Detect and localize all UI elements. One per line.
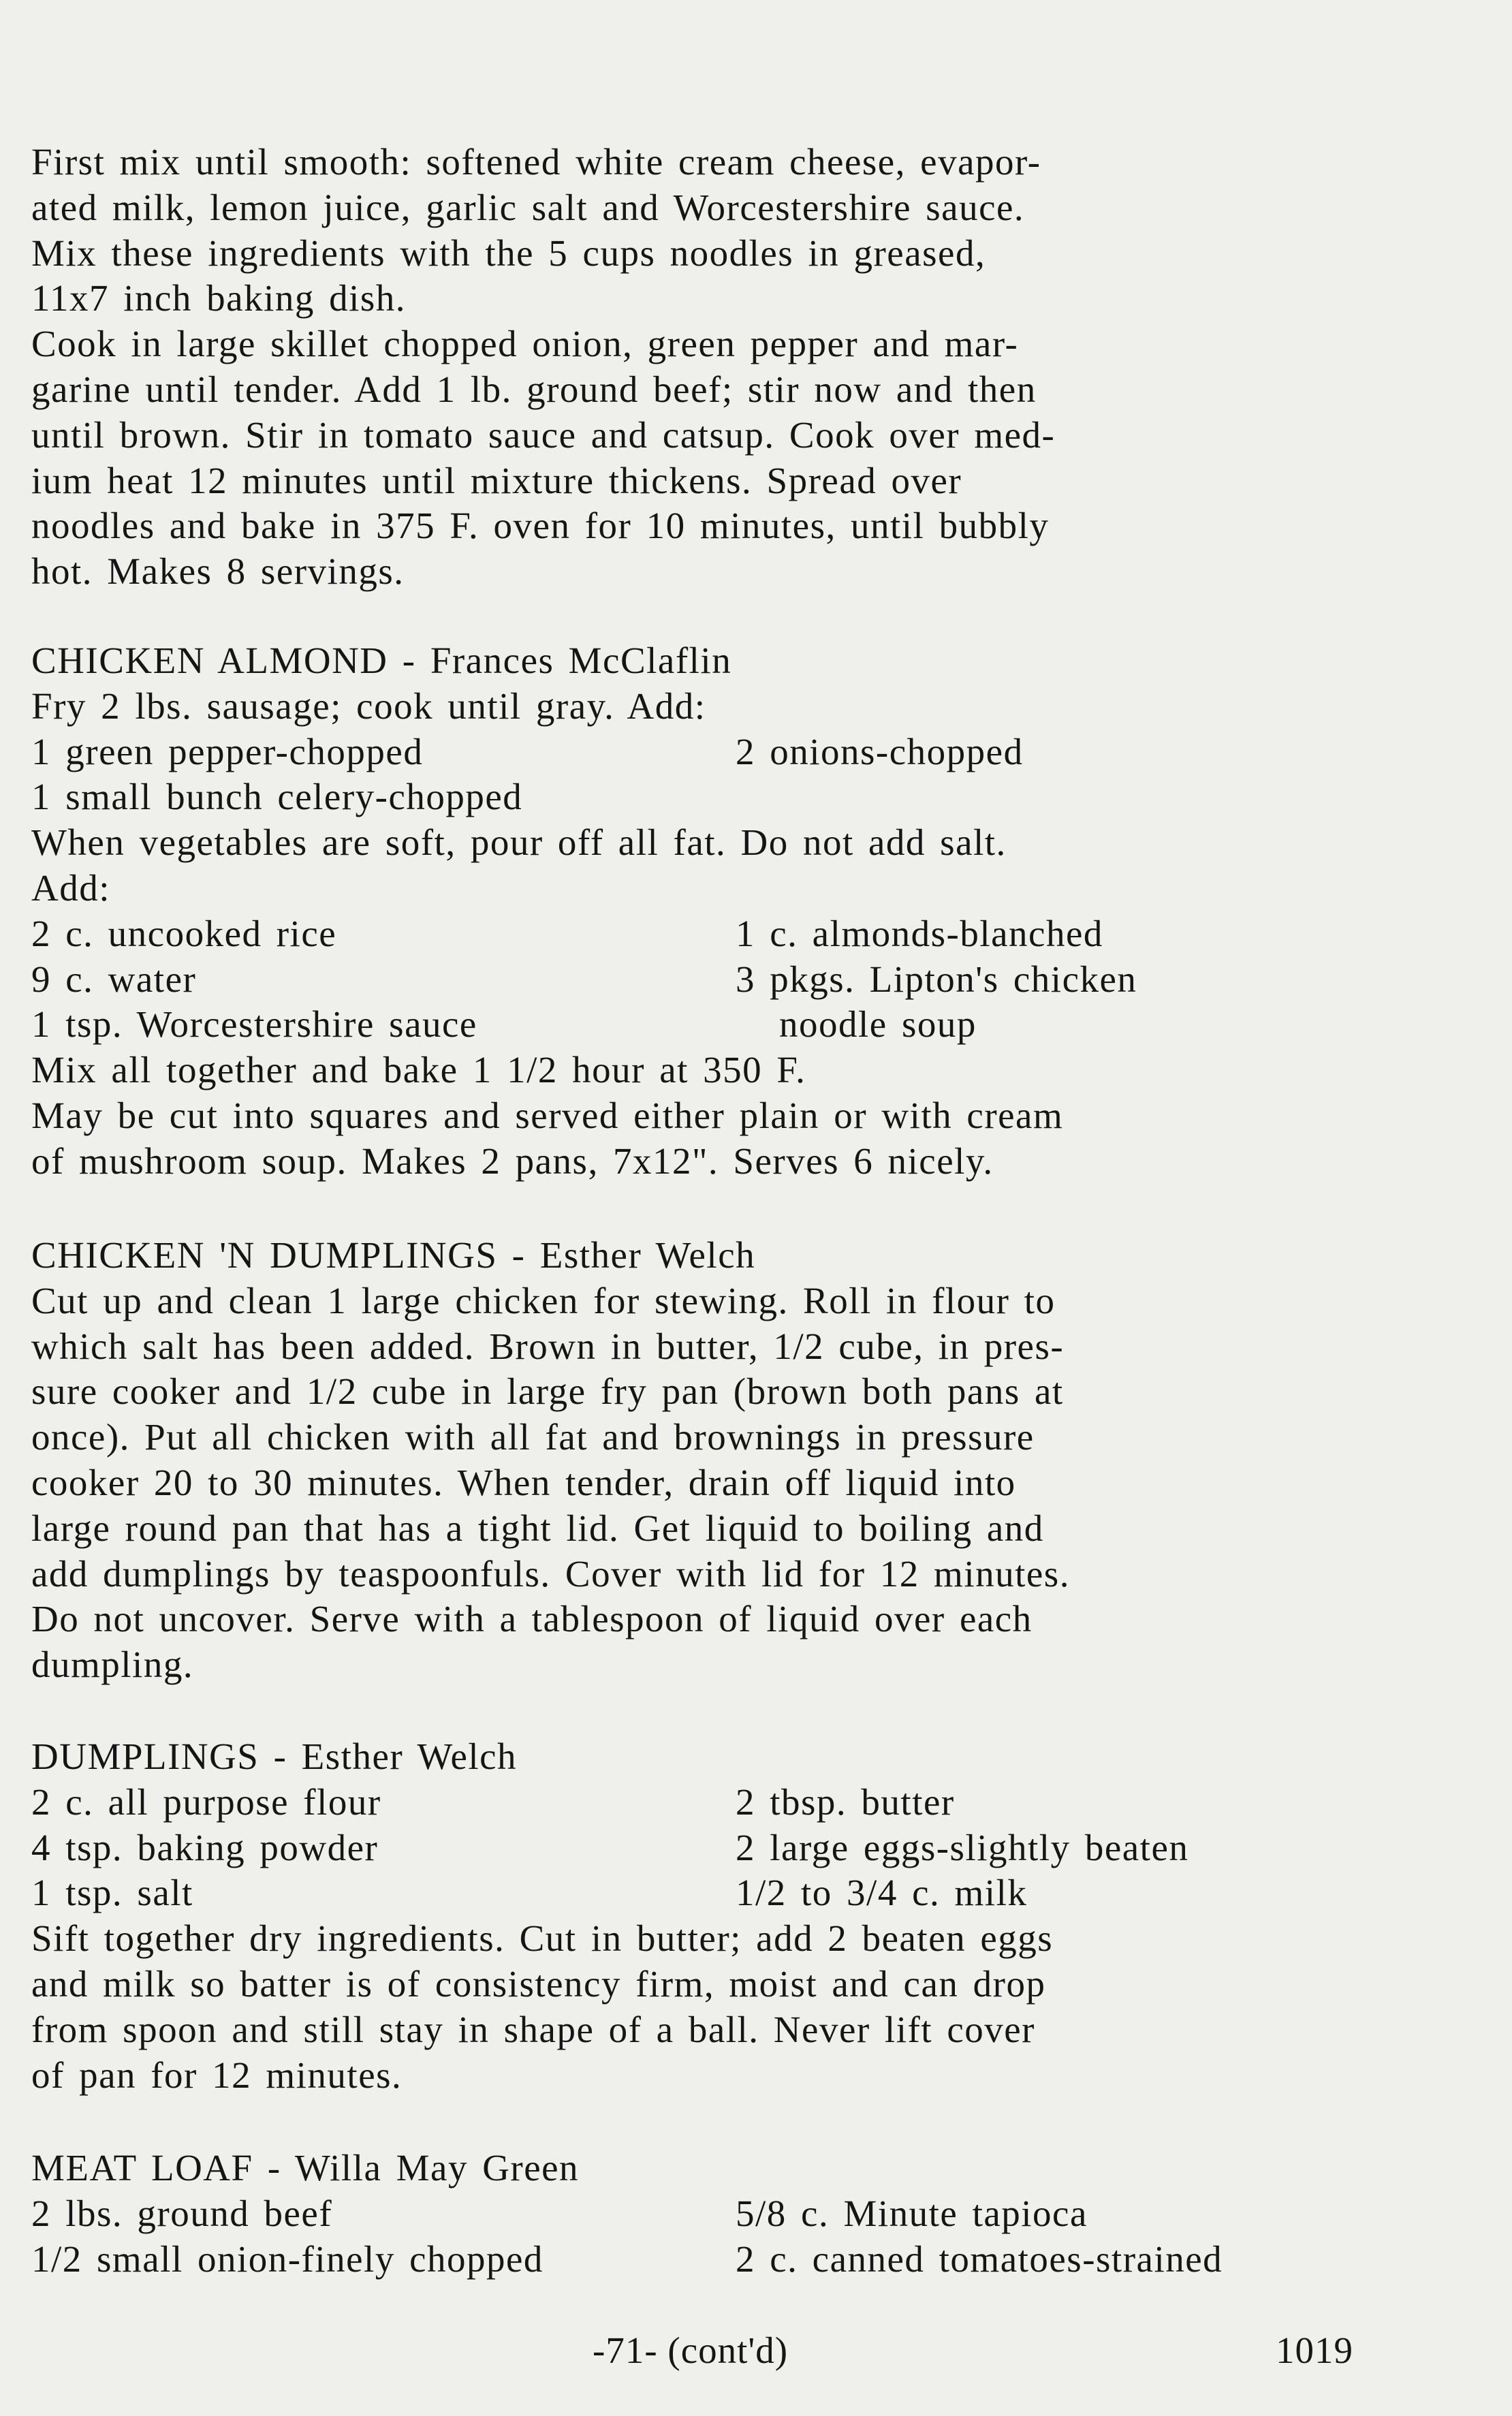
recipe-ingredient-right: 5/8 c. Minute tapioca [736,2192,1088,2234]
recipe-text-line: Sift together dry ingredients. Cut in butter; add 2 beaten eggs [31,1917,1054,1960]
intro-text-line: garine until tender. Add 1 lb. ground beef; stir now and then [31,368,1037,410]
intro-text-line: 11x7 inch baking dish. [31,277,407,319]
recipe-text-line: Add: [31,867,110,909]
recipe-ingredient-right: 1 c. almonds-blanched [736,912,1103,954]
recipe-text-line: 1 small bunch celery-chopped [31,776,523,818]
recipe-text-line: 1/2 small onion-finely chopped [31,2238,544,2280]
recipe-text-line: once). Put all chicken with all fat and brownings in pressure [31,1416,1035,1458]
recipe-title: CHICKEN ALMOND - Frances McClaflin [31,640,732,681]
recipe-ingredient-right: 1/2 to 3/4 c. milk [736,1872,1028,1914]
recipe-ingredient-right: 2 large eggs-slightly beaten [736,1826,1189,1868]
recipe-text-line: cooker 20 to 30 minutes. When tender, drain off liquid into [31,1462,1016,1503]
recipe-title: DUMPLINGS - Esther Welch [31,1736,518,1777]
recipe-text-line: When vegetables are soft, pour off all fat. Do not add salt. [31,821,1007,864]
recipe-text-line: from spoon and still stay in shape of a ball. Never lift cover [31,2008,1035,2050]
recipe-text-line: 2 c. uncooked rice [31,912,337,954]
recipe-text-line: Cut up and clean 1 large chicken for stewing. Roll in flour to [31,1279,1056,1321]
recipe-text-line: Mix all together and bake 1 1/2 hour at 350 F. [31,1049,806,1091]
recipe-title: CHICKEN 'N DUMPLINGS - Esther Welch [31,1234,756,1276]
recipe-ingredient-right: noodle soup [779,1003,977,1046]
intro-text-line: hot. Makes 8 servings. [31,550,405,593]
recipe-text-line: Fry 2 lbs. sausage; cook until gray. Add: [31,685,706,727]
intro-text-line: until brown. Stir in tomato sauce and catsup. Cook over med- [31,413,1056,456]
page-code: 1019 [1276,2329,1353,2371]
intro-text-line: Cook in large skillet chopped onion, green pepper and mar- [31,323,1019,365]
recipe-ingredient-right: 3 pkgs. Lipton's chicken [736,958,1137,1000]
intro-text-line: ium heat 12 minutes until mixture thickens. Spread over [31,459,962,501]
recipe-text-line: 9 c. water [31,958,197,1000]
recipe-text-line: of pan for 12 minutes. [31,2054,403,2096]
intro-text-line: First mix until smooth: softened white cream cheese, evapor- [31,141,1041,183]
recipe-text-line: 1 tsp. salt [31,1872,193,1914]
recipe-text-line: large round pan that has a tight lid. Get liquid to boiling and [31,1507,1044,1549]
recipe-text-line: dumpling. [31,1644,194,1686]
recipe-text-line: 4 tsp. baking powder [31,1826,379,1868]
intro-text-line: noodles and bake in 375 F. oven for 10 minutes, until bubbly [31,505,1050,547]
recipe-ingredient-right: 2 onions-chopped [736,730,1024,772]
recipe-text-line: May be cut into squares and served either plain or with cream [31,1095,1064,1136]
recipe-ingredient-right: 2 tbsp. butter [736,1780,955,1823]
recipe-text-line: add dumplings by teaspoonfuls. Cover with lid for 12 minutes. [31,1552,1070,1595]
intro-text-line: ated milk, lemon juice, garlic salt and Worcestershire sauce. [31,186,1025,228]
recipe-text-line: 2 lbs. ground beef [31,2192,333,2234]
recipe-text-line: of mushroom soup. Makes 2 pans, 7x12". Serves 6 nicely. [31,1140,994,1182]
recipe-text-line: and milk so batter is of consistency firm, moist and can drop [31,1963,1046,2005]
recipe-text-line: 2 c. all purpose flour [31,1780,381,1823]
recipe-text-line: 1 green pepper-chopped [31,730,424,772]
recipe-text-line: Do not uncover. Serve with a tablespoon of liquid over each [31,1598,1033,1640]
recipe-text-line: sure cooker and 1/2 cube in large fry pan (brown both pans at [31,1370,1064,1413]
recipe-text-line: which salt has been added. Brown in butter, 1/2 cube, in pres- [31,1325,1065,1367]
intro-text-line: Mix these ingredients with the 5 cups noodles in greased, [31,232,986,274]
recipe-title: MEAT LOAF - Willa May Green [31,2147,580,2188]
recipe-text-line: 1 tsp. Worcestershire sauce [31,1003,477,1046]
page-number: -71- (cont'd) [593,2329,789,2371]
recipe-ingredient-right: 2 c. canned tomatoes-strained [736,2238,1223,2280]
